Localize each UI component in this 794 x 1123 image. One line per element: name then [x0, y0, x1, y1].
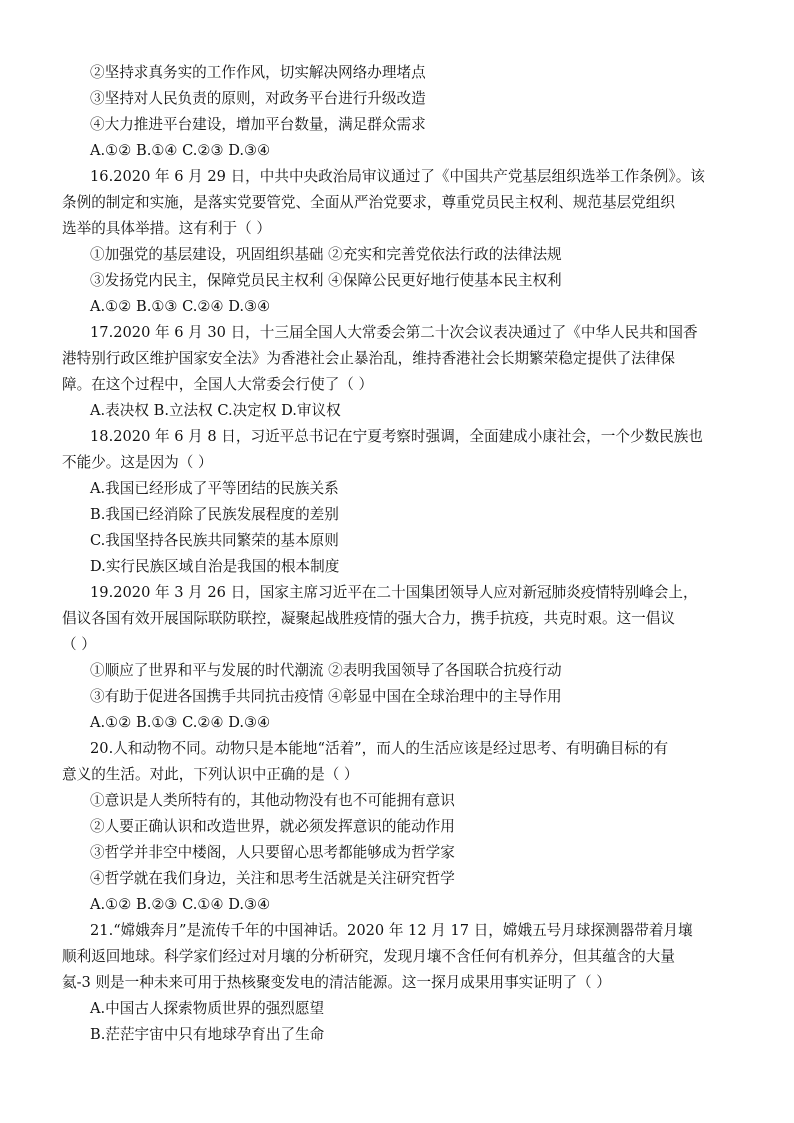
text-line: A.我国已经形成了平等团结的民族关系: [90, 480, 339, 497]
text-line: 不能少。这是因为（ ）: [62, 454, 213, 471]
text-line: 21.“嫦娥奔月”是流传千年的中国神话。2020 年 12 月 17 日，嫦娥五号月球探测器带着月壤: [90, 922, 693, 939]
text-line: 选举的具体举措。这有利于（ ）: [62, 220, 271, 237]
text-line: ①顺应了世界和平与发展的时代潮流 ②表明我国领导了各国联合抗疫行动: [90, 662, 562, 679]
text-line: ③哲学并非空中楼阁，人只要留心思考都能够成为哲学家: [90, 844, 455, 861]
text-line: ②坚持求真务实的工作作风，切实解决网络办理堵点: [90, 64, 426, 81]
text-line: 港特别行政区维护国家安全法》为香港社会止暴治乱，维持香港社会长期繁荣稳定提供了法律保: [62, 350, 675, 367]
text-line: ③有助于促进各国携手共同抗击疫情 ④彰显中国在全球治理中的主导作用: [90, 688, 562, 705]
text-line: ④哲学就在我们身边，关注和思考生活就是关注研究哲学: [90, 870, 455, 887]
text-line: D.实行民族区域自治是我国的根本制度: [90, 558, 340, 575]
text-line: A.①② B.②③ C.①④ D.③④: [90, 896, 271, 913]
text-line: ②人要正确认识和改造世界，就必须发挥意识的能动作用: [90, 818, 455, 835]
text-line: A.中国古人探索物质世界的强烈愿望: [90, 1000, 325, 1017]
text-line: ③坚持对人民负责的原则，对政务平台进行升级改造: [90, 90, 426, 107]
text-line: C.我国坚持各民族共同繁荣的基本原则: [90, 532, 339, 549]
text-line: 条例的制定和实施，是落实党要管党、全面从严治党要求，尊重党员民主权利、规范基层党组织: [62, 194, 675, 211]
text-line: 意义的生活。对此，下列认识中正确的是（ ）: [62, 766, 359, 783]
text-line: 17.2020 年 6 月 30 日，十三届全国人大常委会第二十次会议表决通过了《中华人民共和国香: [90, 324, 698, 341]
text-line: A.①② B.①③ C.②④ D.③④: [90, 298, 271, 315]
text-line: 20.人和动物不同。动物只是本能地“活着”，而人的生活应该是经过思考、有明确目标的有: [90, 740, 669, 757]
text-line: 18.2020 年 6 月 8 日，习近平总书记在宁夏考察时强调，全面建成小康社会，一个少数民族也: [90, 428, 703, 445]
text-line: 氦-3 则是一种未来可用于热核聚变发电的清洁能源。这一探月成果用事实证明了（ ）: [62, 974, 611, 991]
text-line: B.我国已经消除了民族发展程度的差别: [90, 506, 339, 523]
text-line: A.①② B.①④ C.②③ D.③④: [90, 142, 271, 159]
text-line: 16.2020 年 6 月 29 日，中共中央政治局审议通过了《中国共产党基层组织选举工作条例》。该: [90, 168, 705, 185]
text-line: 顺利返回地球。科学家们经过对月壤的分析研究，发现月壤不含任何有机养分，但其蕴含的大量: [62, 948, 675, 965]
document-body: [62, 60, 738, 1048]
text-line: 倡议各国有效开展国际联防联控，凝聚起战胜疫情的强大合力，携手抗疫，共克时艰。这一倡议: [62, 610, 675, 627]
text-line: （ ）: [62, 636, 96, 653]
text-line: ①加强党的基层建设，巩固组织基础 ②充实和完善党依法行政的法律法规: [90, 246, 562, 263]
text-line: ①意识是人类所特有的，其他动物没有也不可能拥有意识: [90, 792, 455, 809]
text-line: A.表决权 B.立法权 C.决定权 D.审议权: [90, 402, 341, 419]
text-line: ③发扬党内民主，保障党员民主权利 ④保障公民更好地行使基本民主权利: [90, 272, 562, 289]
text-line: A.①② B.①③ C.②④ D.③④: [90, 714, 271, 731]
text-line: ④大力推进平台建设，增加平台数量，满足群众需求: [90, 116, 426, 133]
text-line: 19.2020 年 3 月 26 日，国家主席习近平在二十国集团领导人应对新冠肺炎疫情特别峰会上，: [90, 584, 698, 601]
text-line: 障。在这个过程中，全国人大常委会行使了（ ）: [62, 376, 374, 393]
text-line: B.茫茫宇宙中只有地球孕育出了生命: [90, 1026, 325, 1043]
